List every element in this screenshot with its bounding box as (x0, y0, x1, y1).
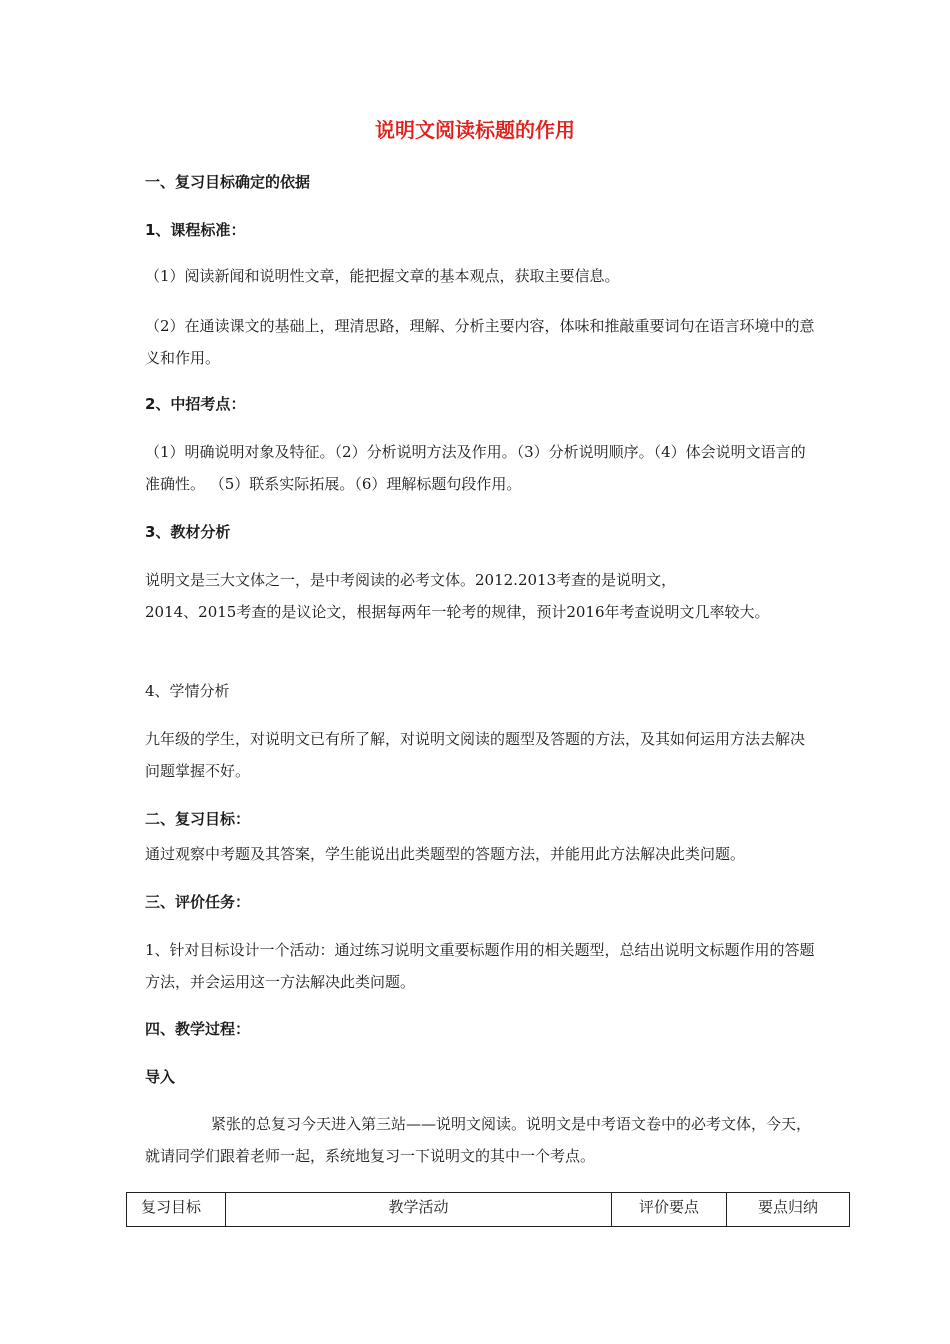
table-header-cell: 评价要点 (612, 1193, 727, 1227)
paragraph-review-goal: 通过观察中考题及其答案，学生能说出此类题型的答题方法，并能用此方法解决此类问题。 (145, 845, 746, 863)
section-3-heading: 三、评价任务： (145, 893, 251, 911)
document-title: 说明文阅读标题的作用 (375, 118, 575, 142)
paragraph-standard-1: （1）阅读新闻和说明性文章，能把握文章的基本观点，获取主要信息。 (145, 267, 620, 285)
section-2-heading: 二、复习目标： (145, 810, 251, 828)
section-1-heading: 一、复习目标确定的依据 (145, 173, 311, 191)
teaching-table (126, 1192, 850, 1227)
paragraph-standard-2: （2）在通读课文的基础上，理清思路，理解、分析主要内容，体味和推敲重要词句在语言环境中的意义和作用。 (145, 317, 815, 367)
paragraph-material-line-1: 说明文是三大文体之一，是中考阅读的必考文体。2012.2013考查的是说明文， (145, 571, 677, 589)
paragraph-evaluation-task: 1、针对目标设计一个活动：通过练习说明文重要标题作用的相关题型，总结出说明文标题作用的答题方法，并会运用这一方法解决此类问题。 (145, 941, 815, 991)
section-4-sub-intro: 导入 (145, 1068, 176, 1086)
section-1-sub-2: 2、中招考点： (145, 395, 246, 413)
section-1-sub-4: 4、学情分析 (145, 682, 230, 700)
paragraph-learner-analysis: 九年级的学生，对说明文已有所了解，对说明文阅读的题型及答题的方法，及其如何运用方法去解决问题掌握不好。 (145, 730, 806, 780)
paragraph-exam-points: （1）明确说明对象及特征。（2）分析说明方法及作用。（3）分析说明顺序。（4）体会说明文语言的准确性。 （5）联系实际拓展。（6）理解标题句段作用。 (145, 443, 806, 493)
table-header-cell: 教学活动 (226, 1193, 612, 1227)
section-4-heading: 四、教学过程： (145, 1020, 251, 1038)
section-1-sub-1: 1、课程标准： (145, 221, 246, 239)
paragraph-intro: 紧张的总复习今天进入第三站——说明文阅读。说明文是中考语文卷中的必考文体，今天，就请同学们跟着老师一起，系统地复习一下说明文的其中一个考点。 (145, 1115, 812, 1165)
table-header-cell: 复习目标 (127, 1193, 226, 1227)
table-header-row (127, 1193, 850, 1227)
section-1-sub-3: 3、教材分析 (145, 523, 231, 541)
table-header-cell: 要点归纳 (727, 1193, 850, 1227)
paragraph-material-line-2: 2014、2015考查的是议论文，根据每两年一轮考的规律，预计2016年考查说明文几率较大。 (145, 603, 770, 621)
